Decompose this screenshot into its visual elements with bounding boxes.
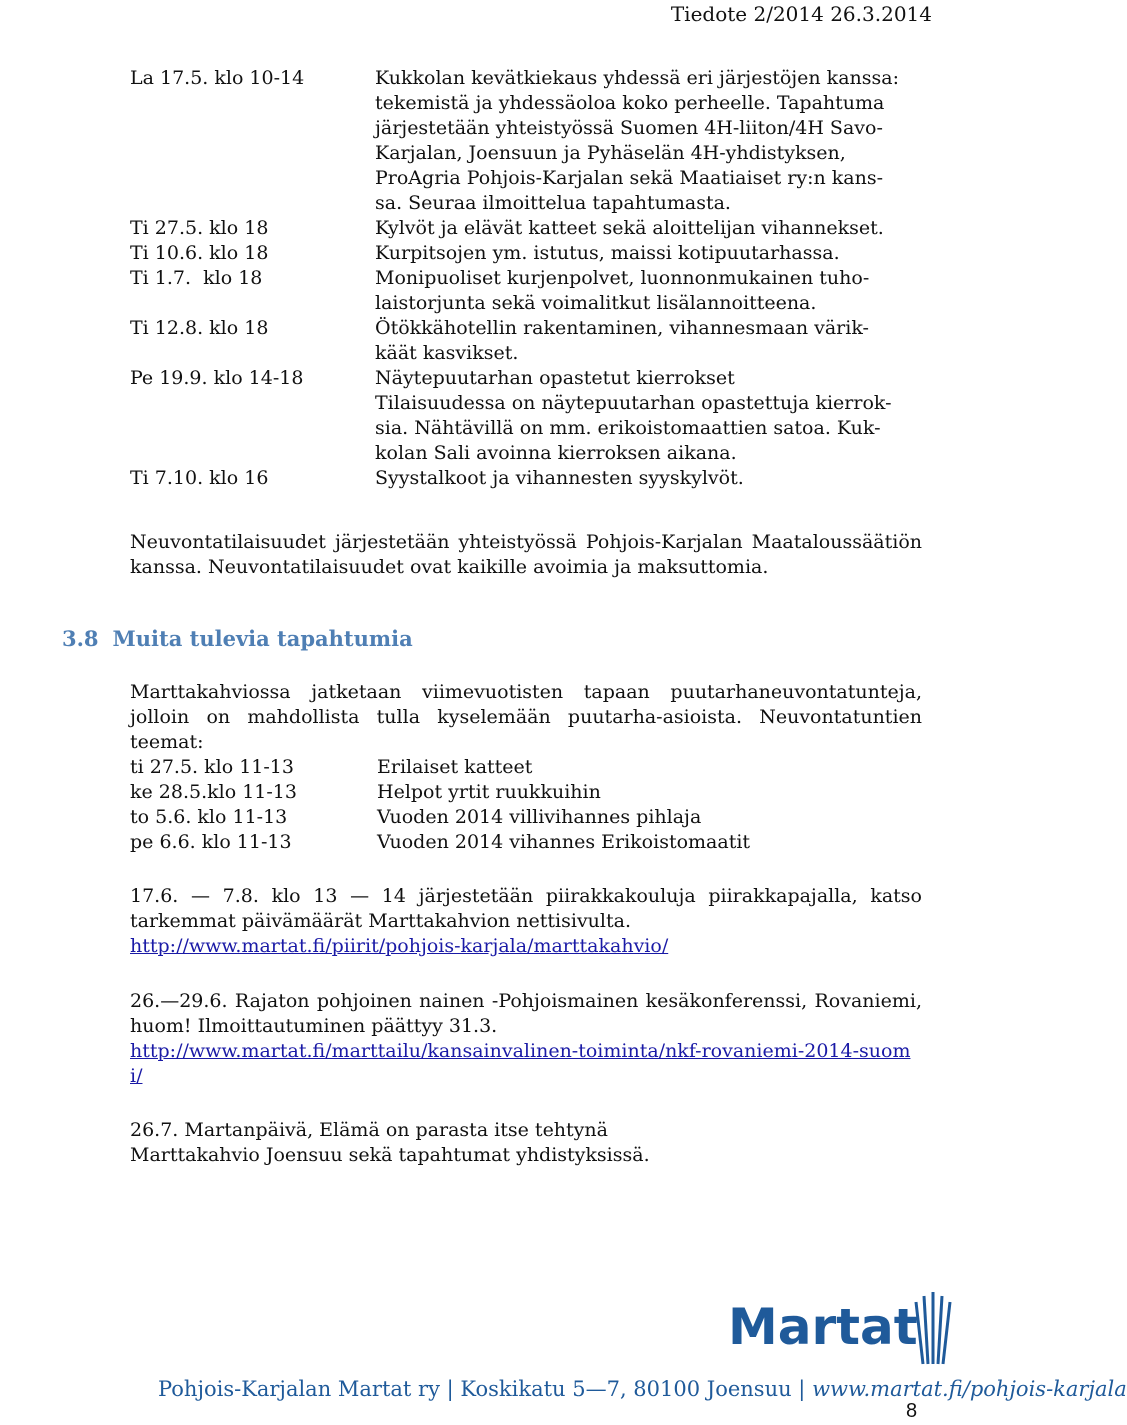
section-title: Muita tulevia tapahtumia [112,626,413,651]
conference-text: 26.—29.6. Rajaton pohjoinen nainen -Pohjoismainen kesäkonferenssi, Rovaniemi, huom! Ilmoittautuminen päättyy 31.3. [130,990,922,1037]
logo-wordmark: Martat [728,1298,918,1356]
page-number: 8 [906,1400,918,1422]
conference-link[interactable]: http://www.martat.fi/marttailu/kansainvalinen-toiminta/nkf-rovaniemi-2014-suomi/ [130,1040,911,1087]
event-row [130,266,930,316]
event-row [130,366,930,466]
event-description [375,216,930,241]
event-description [375,316,930,366]
theme-date: to 5.6. klo 11-13 [130,806,288,828]
event-description [375,241,930,266]
pie-school-block [130,884,922,959]
event-line: Karjalan, Joensuun ja Pyhäselän 4H-yhdistyksen, [375,142,846,164]
event-line: käät kasvikset. [375,342,519,364]
event-description [375,466,930,491]
theme-date: pe 6.6. klo 11-13 [130,831,292,853]
event-line: järjestetään yhteistyössä Suomen 4H-liiton/4H Savo- [375,117,883,139]
event-line: Monipuoliset kurjenpolvet, luonnonmukainen tuho- [375,267,870,289]
theme-row [130,755,922,780]
event-date: Ti 10.6. klo 18 [130,242,269,264]
marttakahvio-link[interactable]: http://www.martat.fi/piirit/pohjois-karjala/marttakahvio/ [130,935,669,957]
event-line: Kurpitsojen ym. istutus, maissi kotipuutarhassa. [375,242,840,264]
wheat-icon [910,1288,956,1366]
event-row [130,66,930,216]
theme-topic: Vuoden 2014 villivihannes pihlaja [377,806,702,828]
theme-date: ti 27.5. klo 11-13 [130,756,294,778]
garden-advice-block [130,680,922,855]
theme-topic: Helpot yrtit ruukkuihin [377,781,601,803]
footer-website: www.martat.fi/pohjois-karjala [812,1377,1127,1401]
footer-organization: Pohjois-Karjalan Martat ry | Koskikatu 5—7, 80100 Joensuu | [158,1377,806,1401]
martta-day-block [130,1118,922,1168]
martat-logo [728,1288,958,1368]
event-list [130,66,930,491]
document-header: Tiedote 2/2014 26.3.2014 [670,2,932,26]
martta-day-line: 26.7. Martanpäivä, Elämä on parasta itse tehtynä [130,1119,608,1141]
section-number: 3.8 [62,626,99,651]
event-date: La 17.5. klo 10-14 [130,67,305,89]
event-row [130,466,930,491]
event-date: Pe 19.9. klo 14-18 [130,367,304,389]
event-line: ProAgria Pohjois-Karjalan sekä Maatiaiset ry:n kans- [375,167,883,189]
cooperation-note: Neuvontatilaisuudet järjestetään yhteistyössä Pohjois-Karjalan Maataloussäätiön kanssa. Neuvontatilaisuudet ovat kaikille avoimia ja maksuttomia. [130,531,922,578]
event-line: sia. Nähtävillä on mm. erikoistomaattien satoa. Kuk- [375,417,881,439]
event-line: sa. Seuraa ilmoittelua tapahtumasta. [375,192,731,214]
event-line: Kylvöt ja elävät katteet sekä aloittelijan vihannekset. [375,217,884,239]
event-date: Ti 12.8. klo 18 [130,317,269,339]
event-description [375,366,930,466]
theme-topic: Vuoden 2014 vihannes Erikoistomaatit [377,831,751,853]
event-date: Ti 7.10. klo 16 [130,467,269,489]
event-date: Ti 27.5. klo 18 [130,217,269,239]
theme-date: ke 28.5.klo 11-13 [130,781,297,803]
theme-row [130,830,922,855]
event-line: kolan Sali avoinna kierroksen aikana. [375,442,737,464]
event-line: Ötökkähotellin rakentaminen, vihannesmaan värik- [375,317,869,339]
event-line: laistorjunta sekä voimalitkut lisälannoitteena. [375,292,817,314]
conference-block [130,989,922,1089]
event-line: tekemistä ja yhdessäoloa koko perheelle. Tapahtuma [375,92,885,114]
footer [158,1377,1127,1401]
event-description [375,66,930,216]
event-row [130,316,930,366]
event-line: Tilaisuudessa on näytepuutarhan opastettuja kierrok- [375,392,892,414]
event-line: Syystalkoot ja vihannesten syyskylvöt. [375,467,744,489]
event-description [375,266,930,316]
theme-row [130,780,922,805]
event-line: Kukkolan kevätkiekaus yhdessä eri järjestöjen kanssa: [375,67,899,89]
event-line: Näytepuutarhan opastetut kierrokset [375,367,735,389]
martta-day-line: Marttakahvio Joensuu sekä tapahtumat yhdistyksissä. [130,1144,650,1166]
intro-paragraph: Marttakahviossa jatketaan viimevuotisten tapaan puutarhaneuvontatunteja, jolloin on mahdollista tulla kyselemään puutarha-asioista. Neuvontatuntien teemat: [130,681,922,753]
section-heading [62,626,413,651]
pie-school-text: 17.6. — 7.8. klo 13 — 14 järjestetään piirakkakouluja piirakkapajalla, katso tarkemmat päivämäärät Marttakahvion nettisivulta. [130,885,922,932]
theme-topic: Erilaiset katteet [377,756,533,778]
theme-row [130,805,922,830]
event-row [130,241,930,266]
event-date: Ti 1.7. klo 18 [130,267,263,289]
event-row [130,216,930,241]
